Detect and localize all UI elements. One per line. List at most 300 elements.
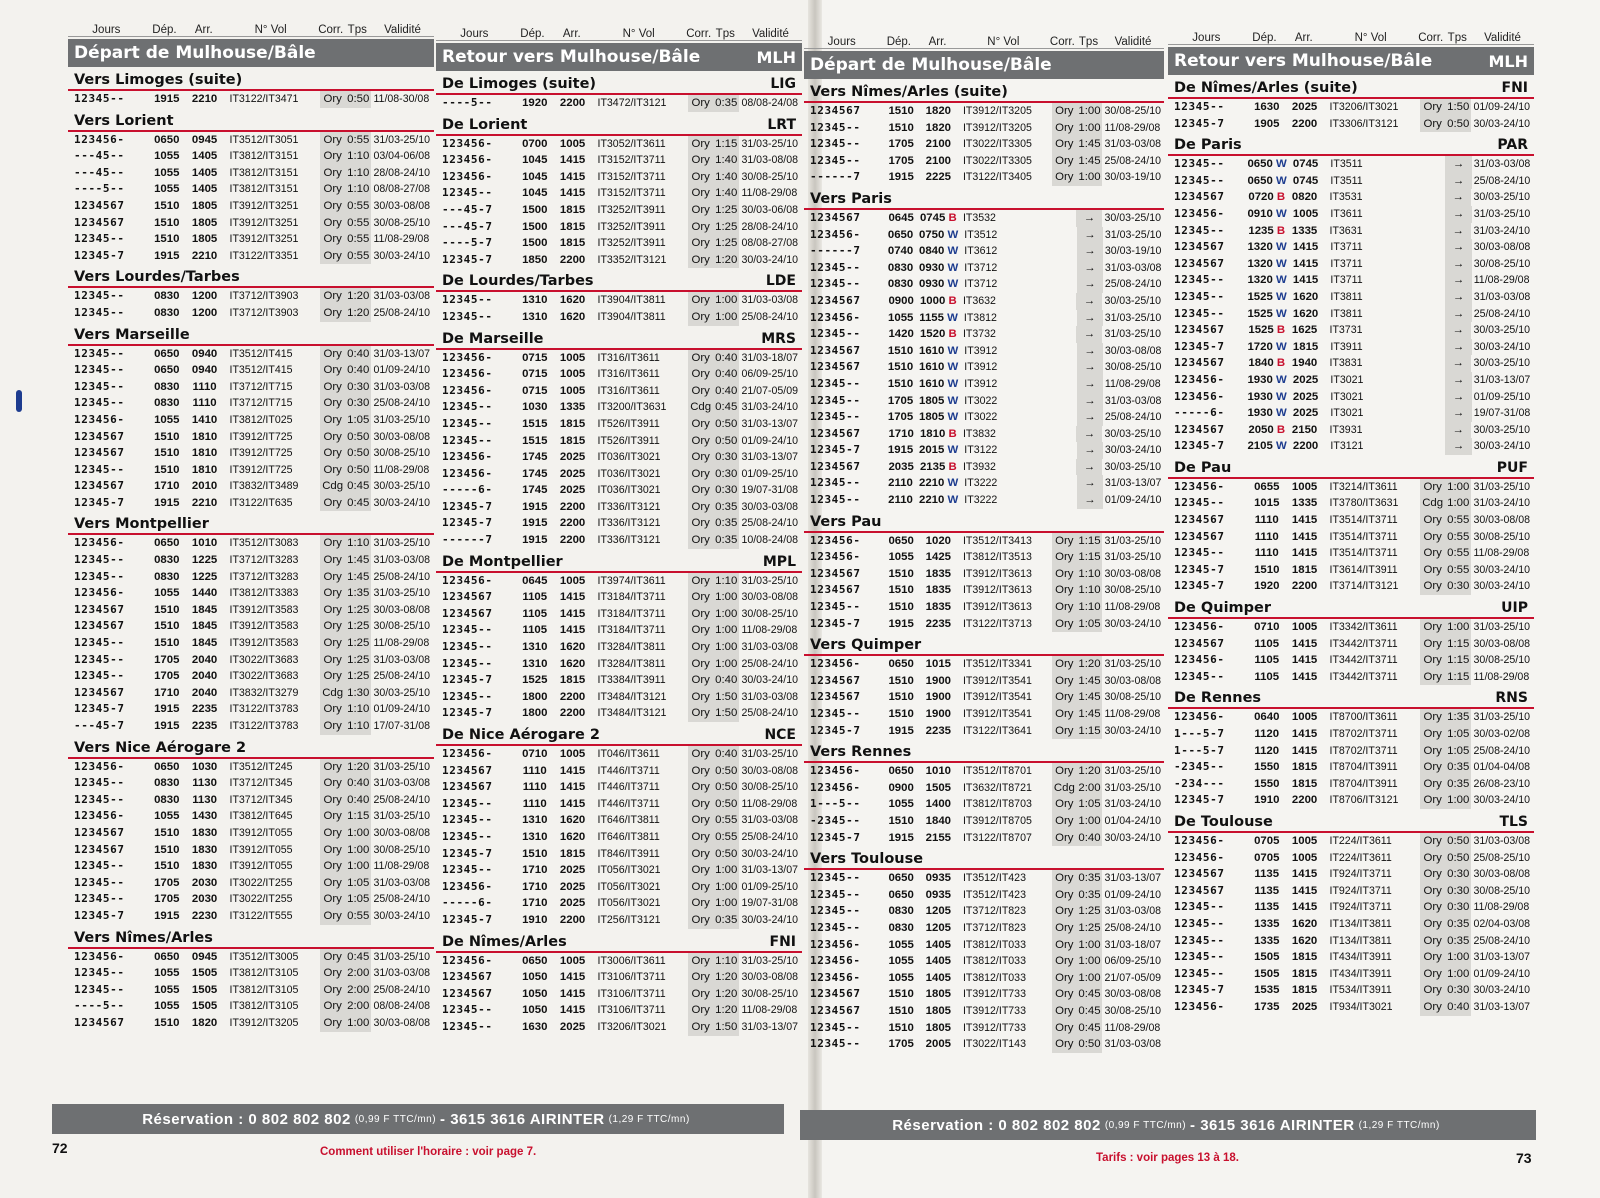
connection-time: 1:45 xyxy=(1076,689,1102,706)
connection-time: 0:55 xyxy=(345,215,372,232)
connection-time: 1:45 xyxy=(1076,706,1102,723)
connection-time: 1:00 xyxy=(345,825,372,842)
validity-period: 31/03-03/08 xyxy=(1104,261,1162,274)
departure-time: 1710 xyxy=(522,880,548,893)
validity-period: 30/03-24/10 xyxy=(1104,831,1162,844)
connection-time: → xyxy=(1445,372,1471,389)
arrival-time: 1415 xyxy=(559,187,586,200)
flight-number: IT3812/IT8703 xyxy=(962,798,1032,811)
connection-time: → xyxy=(1077,243,1103,260)
connection-airport: Ory xyxy=(320,165,345,182)
departure-time: 1710 xyxy=(888,427,914,440)
operating-days: 1234567 xyxy=(810,293,861,307)
validity-period: 30/08-25/10 xyxy=(373,216,431,229)
operating-days: 12345-- xyxy=(810,871,861,885)
validity-period: 30/03-24/10 xyxy=(1473,580,1531,593)
validity-period: 31/03-13/07 xyxy=(741,864,799,877)
operating-days: 1234567 xyxy=(442,590,493,604)
validity-period: 25/08-25/10 xyxy=(1473,851,1531,864)
operating-days: 12345-7 xyxy=(442,499,493,513)
flight-row xyxy=(1168,759,1534,776)
reservation-price-left: (0,99 F TTC/mn) xyxy=(354,1113,437,1125)
arrival-time: 1620 xyxy=(559,814,586,827)
arrival-time: 1415 xyxy=(559,781,586,794)
flight-number: IT924/IT3711 xyxy=(1329,884,1392,897)
validity-period: 31/03-13/07 xyxy=(1473,1000,1531,1013)
flight-row xyxy=(68,635,434,652)
flight-row xyxy=(804,276,1164,293)
connection-time: 0:40 xyxy=(713,746,740,763)
validity-period: 25/08-24/10 xyxy=(741,310,799,323)
flight-number: IT056/IT3021 xyxy=(597,864,661,877)
flight-row xyxy=(804,120,1164,137)
flight-row xyxy=(68,198,434,215)
operating-days: 12345-7 xyxy=(442,912,493,926)
validity-period: 30/03-08/08 xyxy=(741,764,799,777)
operating-days: 12345-- xyxy=(442,416,493,430)
flight-number: IT446/IT3711 xyxy=(597,764,660,777)
flight-row xyxy=(1168,529,1534,546)
departure-time: 1510 xyxy=(888,988,914,1001)
arrival-time: 1415 xyxy=(559,797,586,810)
departure-time: 1135 xyxy=(1254,868,1280,881)
destination-name: Vers Paris xyxy=(810,190,892,207)
departure-time: 1320 W xyxy=(1247,274,1287,287)
departure-time: 0645 xyxy=(522,574,548,587)
validity-period: 31/03-03/08 xyxy=(373,380,431,393)
connection-airport: Ory xyxy=(688,466,713,483)
connection-time: → xyxy=(1077,393,1103,410)
arrival-time: 2025 xyxy=(1291,1000,1318,1013)
connection-airport: Ory xyxy=(1052,953,1076,970)
flight-number: IT3512/IT3413 xyxy=(962,534,1032,547)
connection-time: → xyxy=(1076,426,1102,443)
orly-west-marker: W xyxy=(947,311,958,324)
flight-number: IT3731 xyxy=(1329,324,1363,337)
departure-time: 1510 xyxy=(1254,563,1280,576)
flight-row xyxy=(804,903,1164,920)
flight-row xyxy=(1168,562,1534,579)
connection-airport: Ory xyxy=(688,689,713,706)
operating-days: 12345-- xyxy=(810,327,861,341)
validity-period: 30/03-25/10 xyxy=(1104,460,1162,473)
validity-period: 30/03-24/10 xyxy=(1473,440,1531,453)
arrival-time: 1815 xyxy=(1291,761,1318,774)
operating-days: 12345-- xyxy=(810,137,861,151)
column-header-labels xyxy=(1168,22,1534,45)
destination-code: LDE xyxy=(765,273,796,290)
arrival-time: 1415 xyxy=(1291,868,1318,881)
header-dep: Dép. xyxy=(520,28,545,40)
flight-row xyxy=(1168,495,1534,512)
flight-number: IT3912/IT3251 xyxy=(229,233,299,246)
departure-time: 1745 xyxy=(522,484,548,497)
operating-days: 12345-7 xyxy=(810,616,861,630)
departure-time: 1310 xyxy=(522,294,548,307)
connection-time: 0:55 xyxy=(345,198,372,215)
departure-time: 0705 xyxy=(1254,851,1280,864)
operating-days: 12345-- xyxy=(1174,916,1225,930)
arrival-time: 1805 W xyxy=(919,411,959,424)
departure-time: 1915 xyxy=(888,617,914,630)
validity-period: 31/03-24/10 xyxy=(1104,798,1162,811)
validity-period: 31/03-13/07 xyxy=(741,451,799,464)
operating-days: 12345-- xyxy=(442,640,493,654)
departure-time: 1515 xyxy=(522,417,548,430)
operating-days: 123456- xyxy=(442,879,493,893)
connection-airport: Ory xyxy=(1420,966,1445,983)
arrival-time: 1815 xyxy=(559,220,586,233)
flight-number: IT3912/IT3251 xyxy=(229,216,299,229)
operating-days: 123456- xyxy=(810,954,861,968)
flight-number: IT8704/IT3911 xyxy=(1329,761,1398,774)
connection-airport: Ory xyxy=(1052,706,1076,723)
arrival-time: 2200 xyxy=(559,500,586,513)
operating-days: 1234567 xyxy=(442,780,493,794)
connection-airport: Ory xyxy=(320,792,345,809)
arrival-time: 1030 xyxy=(191,760,218,773)
operating-days: 123456- xyxy=(74,586,125,600)
flight-row xyxy=(804,393,1164,410)
flight-row xyxy=(804,870,1164,887)
operating-days: 123456- xyxy=(1174,850,1225,864)
arrival-time: 0945 xyxy=(191,133,218,146)
arrival-time: 2025 xyxy=(559,451,586,464)
flight-row xyxy=(68,379,434,396)
connection-time: 1:00 xyxy=(1445,966,1472,983)
header-days: Jours xyxy=(460,28,489,40)
flight-number: IT3811 xyxy=(1330,290,1363,303)
section-title xyxy=(804,190,1164,210)
arrival-time: 1625 xyxy=(1291,324,1318,337)
operating-days: 12345-- xyxy=(74,859,125,873)
connection-time: 2:00 xyxy=(1076,780,1102,797)
flight-number: IT3912/IT725 xyxy=(229,447,293,460)
flight-row xyxy=(68,759,434,776)
arrival-time: 1415 xyxy=(1291,744,1318,757)
departure-time: 1705 xyxy=(154,876,180,889)
arrival-time: 2010 xyxy=(191,480,218,493)
departure-time: 1525 B xyxy=(1248,324,1286,337)
flight-number: IT3812/IT033 xyxy=(962,955,1026,968)
validity-period: 31/03-03/08 xyxy=(1104,394,1162,407)
flight-row xyxy=(1168,405,1534,422)
flight-number: IT3442/IT3711 xyxy=(1329,637,1398,650)
direction-banner xyxy=(804,51,1164,79)
connection-time: 0:30 xyxy=(713,466,740,483)
connection-time: 1:00 xyxy=(713,589,740,606)
validity-period: 31/03-03/08 xyxy=(741,294,799,307)
connection-airport: Ory xyxy=(320,429,345,446)
flight-row xyxy=(436,573,802,590)
flight-row xyxy=(804,409,1164,426)
operating-days: 12345-- xyxy=(442,1003,493,1017)
arrival-time: 0745 xyxy=(1292,174,1319,187)
destination-name: De Paris xyxy=(1174,137,1242,154)
flight-number: IT3832/IT3279 xyxy=(229,686,299,699)
departure-time: 1735 xyxy=(1254,1000,1280,1013)
arrival-time: 1610 W xyxy=(919,377,959,390)
connection-time: 1:50 xyxy=(713,1019,740,1036)
flight-number: IT3912/IT3613 xyxy=(962,601,1032,614)
operating-days: 12345-- xyxy=(74,669,125,683)
operating-days: 123456- xyxy=(442,747,493,760)
connection-time: 0:30 xyxy=(713,482,740,499)
validity-period: 31/03-25/10 xyxy=(373,537,431,550)
connection-time: 1:00 xyxy=(713,656,740,673)
flight-number: IT3152/IT3711 xyxy=(597,154,666,167)
operating-days: 12345-- xyxy=(1174,546,1225,560)
flight-number: IT056/IT3021 xyxy=(597,897,661,910)
flight-row xyxy=(436,383,802,400)
operating-days: 123456- xyxy=(1174,206,1225,220)
validity-period: 30/03-08/08 xyxy=(373,603,431,616)
validity-period: 01/09-24/10 xyxy=(1473,101,1531,113)
flight-number: IT3306/IT3121 xyxy=(1329,117,1399,130)
connection-airport: Ory xyxy=(1052,920,1076,937)
connection-airport: Ory xyxy=(688,779,713,796)
connection-time: 1:25 xyxy=(1076,903,1102,920)
arrival-time: 2235 xyxy=(925,617,952,630)
flight-row xyxy=(804,937,1164,954)
flight-number: IT3484/IT3121 xyxy=(597,690,667,703)
destination-name: Vers Marseille xyxy=(74,326,190,343)
connection-airport: Cdg xyxy=(320,478,345,495)
connection-airport: Ory xyxy=(688,169,713,186)
arrival-time: 1415 xyxy=(1291,637,1318,650)
operating-days: 1234567 xyxy=(1174,240,1225,254)
connection-airport: Ory xyxy=(688,309,713,326)
section-title xyxy=(436,330,802,350)
validity-period: 25/08-24/10 xyxy=(741,657,799,670)
flight-row xyxy=(436,705,802,722)
flight-number: IT3342/IT3611 xyxy=(1329,621,1398,634)
operating-days: 12345-- xyxy=(1174,273,1225,287)
connection-airport: Ory xyxy=(1052,763,1076,780)
section-title xyxy=(1168,813,1534,833)
departure-time: 1745 xyxy=(522,467,548,480)
flight-number: IT3711 xyxy=(1330,257,1363,270)
connection-airport: Ory xyxy=(688,202,713,219)
flight-number: IT3712/IT823 xyxy=(962,905,1026,918)
flight-row xyxy=(436,796,802,813)
connection-time: 1:40 xyxy=(713,152,740,169)
header-tps: Tps xyxy=(347,24,367,36)
connection-time: 0:30 xyxy=(1445,899,1472,916)
departure-time: 1915 xyxy=(154,93,180,105)
departure-time: 1105 xyxy=(1254,654,1280,667)
fares-note[interactable]: Tarifs : voir pages 13 à 18. xyxy=(1096,1152,1239,1164)
operating-days: 123456- xyxy=(442,953,493,967)
connection-airport: Ory xyxy=(320,215,345,232)
connection-time: 0:30 xyxy=(1445,883,1472,900)
connection-time: 1:45 xyxy=(1076,153,1102,170)
arrival-time: 1005 xyxy=(559,954,586,967)
connection-time: 1:00 xyxy=(1076,813,1102,830)
arrival-time: 2015 W xyxy=(919,444,959,457)
flight-number: IT3214/IT3611 xyxy=(1329,480,1398,493)
validity-period: 25/08-24/10 xyxy=(741,707,799,720)
validity-period: 31/03-24/10 xyxy=(1473,224,1531,237)
connection-airport: Ory xyxy=(688,350,713,367)
flight-row xyxy=(436,350,802,367)
operating-days: 1234567 xyxy=(810,426,861,440)
flight-row xyxy=(1168,389,1534,406)
validity-period: 25/08-24/10 xyxy=(741,830,799,843)
validity-period: 30/03-24/10 xyxy=(1473,117,1531,130)
flight-number: IT3252/IT3911 xyxy=(597,220,666,233)
validity-period: 31/03-25/10 xyxy=(741,137,799,150)
destination-code: RNS xyxy=(1495,690,1528,707)
operating-days: ---45-- xyxy=(74,165,125,179)
validity-period: 01/09-25/10 xyxy=(741,880,799,893)
validity-period: 19/07-31/08 xyxy=(741,897,799,910)
section-title xyxy=(436,553,802,573)
flight-row xyxy=(1168,355,1534,372)
operating-days: 123456- xyxy=(74,759,125,773)
connection-time: 1:00 xyxy=(1076,937,1102,954)
operating-days: ----5-- xyxy=(74,182,125,196)
destination-name: De Rennes xyxy=(1174,690,1262,707)
operating-days: 12345-- xyxy=(810,707,861,720)
flight-number: IT3222 xyxy=(964,494,998,507)
operating-days: 12345-- xyxy=(442,689,493,703)
connection-time: 0:40 xyxy=(345,362,372,379)
connection-airport: Ory xyxy=(320,908,345,925)
departure-time: 1920 xyxy=(1254,580,1280,593)
connection-airport: Ory xyxy=(1420,933,1445,950)
flight-row xyxy=(436,953,802,970)
flight-number: IT316/IT3611 xyxy=(597,384,660,397)
operating-days: 12345-- xyxy=(442,293,493,307)
connection-airport: Ory xyxy=(320,148,345,165)
operating-days: 12345-- xyxy=(74,652,125,666)
departure-time: 1055 xyxy=(154,413,180,426)
connection-time: 1:15 xyxy=(713,136,740,153)
validity-period: 30/03-25/10 xyxy=(1473,191,1531,204)
arrival-time: 1900 xyxy=(925,674,952,687)
arrival-time: 2200 xyxy=(559,690,586,703)
validity-period: 30/03-24/10 xyxy=(741,913,799,926)
arrival-time: 1415 xyxy=(1291,728,1318,740)
departure-time: 1720 W xyxy=(1247,340,1287,353)
connection-time: 1:00 xyxy=(1445,495,1472,512)
departure-time: 0650 xyxy=(888,765,914,778)
connection-time: 0:55 xyxy=(1445,545,1472,562)
departure-time: 0910 W xyxy=(1247,207,1287,220)
connection-airport: Ory xyxy=(1052,566,1076,583)
departure-time: 0830 xyxy=(887,261,914,274)
flight-row xyxy=(68,346,434,363)
connection-time: 1:00 xyxy=(713,639,740,656)
connection-airport: Ory xyxy=(1420,636,1445,653)
operating-days: 123456- xyxy=(810,780,861,794)
destination-name: Vers Quimper xyxy=(810,637,922,654)
connection-time: 0:35 xyxy=(713,95,740,112)
flight-number: IT3812/IT3151 xyxy=(229,166,299,179)
operating-days: 12345-- xyxy=(442,863,493,877)
departure-time: 1510 xyxy=(888,121,914,134)
destination-name: De Marseille xyxy=(442,330,544,347)
flight-row xyxy=(436,895,802,912)
column-returns-right xyxy=(1168,22,1534,1108)
validity-period: 30/03-24/10 xyxy=(1104,444,1162,457)
arrival-time: 1005 xyxy=(1291,480,1318,493)
orly-west-marker: W xyxy=(1275,340,1287,353)
departure-time: 1915 xyxy=(888,831,914,844)
orly-west-marker: W xyxy=(1275,174,1287,187)
validity-period: 31/03-25/10 xyxy=(1104,765,1162,778)
arrival-time: 2210 xyxy=(191,93,218,105)
connection-airport: Ory xyxy=(1052,136,1076,153)
operating-days: 12345-7 xyxy=(74,248,125,262)
arrival-time: 1900 xyxy=(925,691,952,704)
flight-number: IT3512/IT3341 xyxy=(962,658,1032,671)
connection-time: 0:50 xyxy=(345,445,372,462)
flight-row xyxy=(68,231,434,248)
destination-code: LRT xyxy=(767,116,796,133)
arrival-time: 1005 xyxy=(559,748,586,760)
connection-time: 1:00 xyxy=(1076,120,1102,137)
arrival-time: 1805 xyxy=(191,233,218,246)
flight-number: IT3022/IT3683 xyxy=(229,670,299,683)
arrival-time: 1830 xyxy=(191,860,218,873)
departure-time: 1105 xyxy=(1254,637,1280,650)
column-header-labels xyxy=(436,18,802,41)
flight-number: IT134/IT3811 xyxy=(1329,917,1392,930)
destination-name: De Quimper xyxy=(1174,600,1272,617)
departure-time: 1510 xyxy=(154,463,180,476)
column-returns-left xyxy=(436,18,802,1100)
arrival-time: 0935 xyxy=(925,888,952,901)
flight-number: IT3812/IT3105 xyxy=(229,983,299,996)
operating-days: 12345-- xyxy=(810,376,861,390)
flight-number: IT3812/IT3151 xyxy=(229,150,299,163)
flight-number: IT3122 xyxy=(964,444,998,457)
orly-west-marker: W xyxy=(1275,274,1287,287)
destination-name: Vers Lorient xyxy=(74,112,174,129)
connection-airport: Ory xyxy=(688,895,713,912)
validity-period: 31/03-25/10 xyxy=(741,574,799,587)
flight-row xyxy=(436,416,802,433)
connection-time: → xyxy=(1445,355,1472,372)
connection-time: 1:00 xyxy=(1076,169,1102,186)
departure-time: 1710 xyxy=(154,686,180,699)
departure-time: 1630 xyxy=(522,1020,548,1033)
connection-airport: Ory xyxy=(1052,813,1076,830)
arrival-time: 1610 W xyxy=(919,344,959,357)
arrival-time: 1845 xyxy=(191,620,218,633)
flight-number: IT3284/IT3811 xyxy=(597,641,666,654)
flight-row xyxy=(68,362,434,379)
connection-airport: Ory xyxy=(320,181,345,198)
usage-note[interactable]: Comment utiliser l'horaire : voir page 7. xyxy=(320,1146,537,1158)
operating-days: 1234567 xyxy=(74,446,125,460)
connection-airport: Ory xyxy=(1420,545,1445,562)
connection-airport: Ory xyxy=(688,953,713,970)
flight-number: IT3631 xyxy=(1329,224,1363,237)
flight-row xyxy=(68,305,434,322)
departure-time: 2035 xyxy=(888,460,914,473)
flight-number: IT3912 xyxy=(964,361,998,374)
departure-time: 0650 xyxy=(888,872,914,885)
connection-time: 1:45 xyxy=(1076,136,1102,153)
departure-time: 0650 xyxy=(154,950,180,963)
arrival-time: 1815 xyxy=(559,847,586,860)
connection-time: 1:50 xyxy=(713,705,740,722)
connection-time: 0:40 xyxy=(1445,999,1472,1016)
flight-row xyxy=(1168,239,1534,256)
